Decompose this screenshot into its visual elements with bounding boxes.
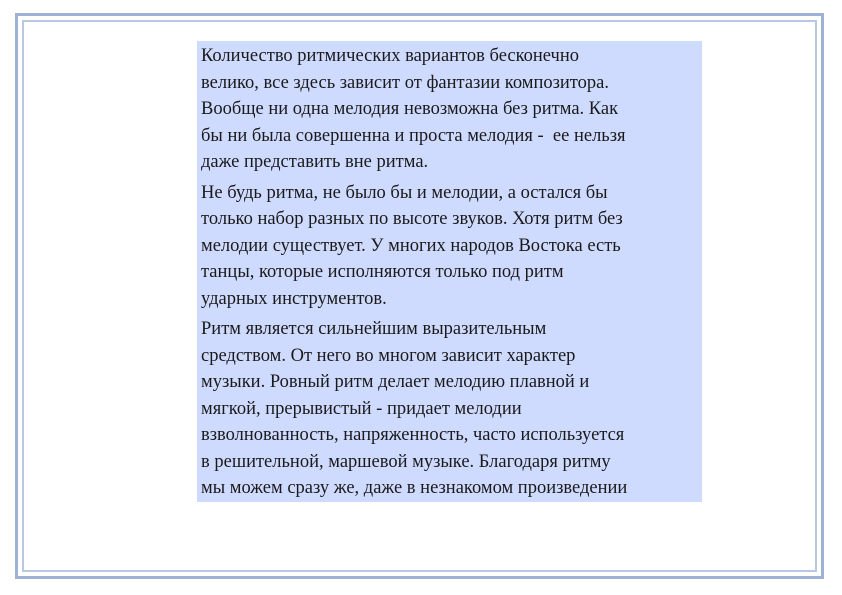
text-line: музыки. Ровный ритм делает мелодию плавной и [201, 372, 590, 392]
text-line: бы ни была совершенна и проста мелодия - ее нельзя [201, 125, 626, 146]
text-line: в решительной, маршевой музыке. Благодаря ритму [201, 451, 611, 472]
text-line: мелодии существует. У многих народов Востока есть [201, 235, 621, 256]
paragraph-2 [201, 180, 702, 313]
text-line: ударных инструментов. [201, 288, 387, 309]
paragraph-1 [201, 43, 702, 176]
text-line: даже представить вне ритма. [201, 152, 429, 172]
paragraph-3 [201, 316, 702, 502]
text-line: средством. От него во многом зависит характер [201, 345, 576, 366]
text-line: Вообще ни одна мелодия невозможна без ритма. Как [201, 99, 619, 119]
text-line: танцы, которые исполняются только под ритм [201, 262, 564, 282]
text-line: Количество ритмических вариантов бесконечно [201, 46, 579, 66]
text-line: Ритм является сильнейшим выразительным [201, 319, 547, 339]
text-line: взволнованность, напряженность, часто используется [201, 425, 625, 445]
text-line: мягкой, прерывистый - придает мелодии [201, 398, 522, 419]
text-line: только набор разных по высоте звуков. Хотя ритм без [201, 209, 623, 229]
text-line: велико, все здесь зависит от фантазии композитора. [201, 72, 609, 93]
text-box [197, 41, 702, 502]
text-line: мы можем сразу же, даже в незнакомом произведении [201, 478, 628, 498]
text-line: Не будь ритма, не было бы и мелодии, а остался бы [201, 182, 608, 203]
